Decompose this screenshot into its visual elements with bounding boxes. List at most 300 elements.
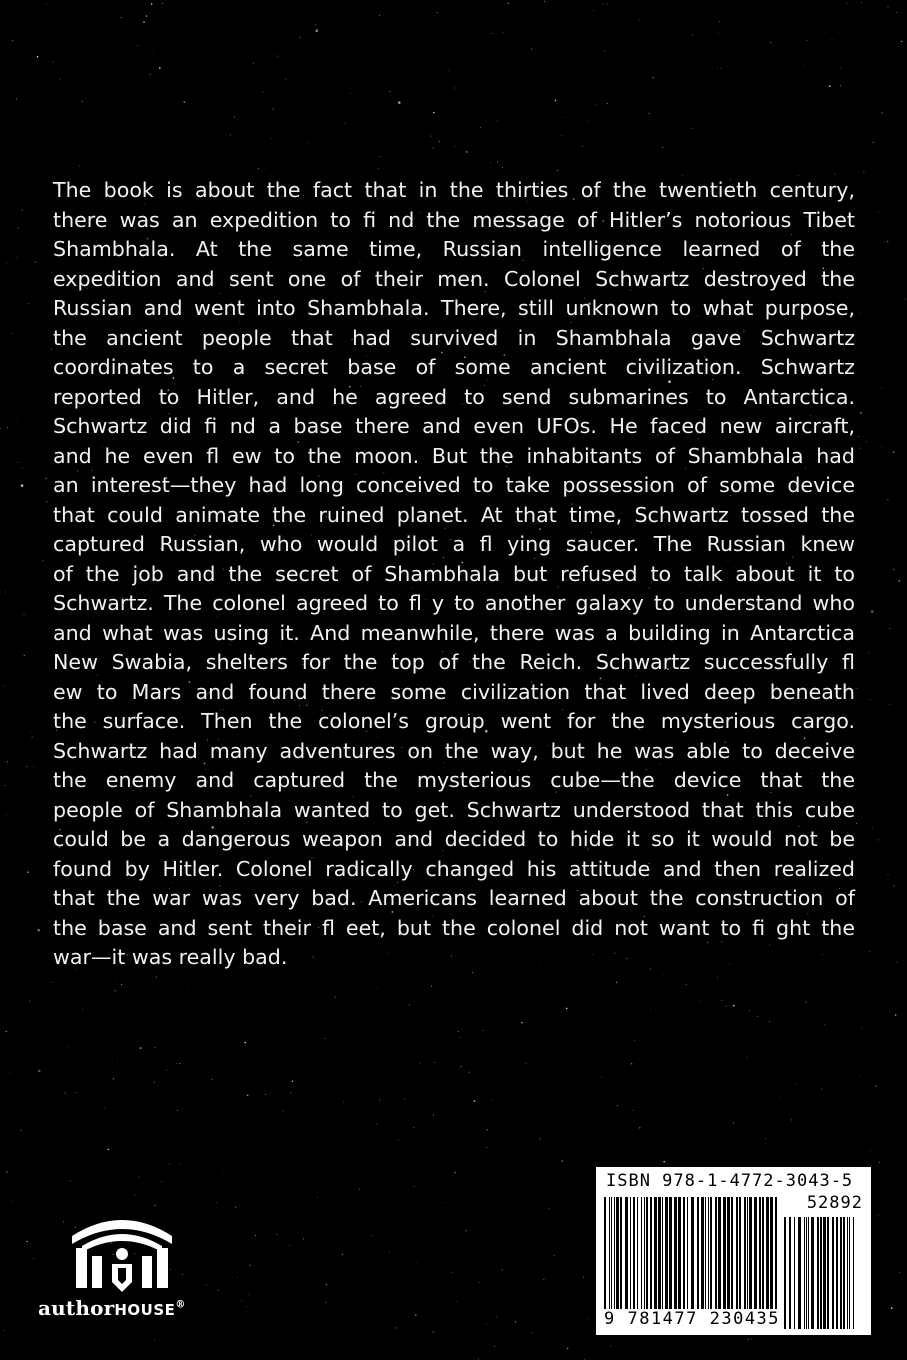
star [632,1110,633,1111]
publisher-name-part2: HOUSE [114,1301,176,1319]
star [901,41,903,43]
star [873,142,874,143]
star [751,1338,752,1339]
star [67,1046,68,1047]
star [891,1307,893,1309]
star [492,33,493,34]
star [24,655,26,657]
barcode-bar [662,1197,663,1315]
barcode-bar [754,1197,757,1315]
barcode-bar [604,1197,606,1315]
star [720,68,721,69]
star [861,1028,862,1029]
barcode-bar [658,1197,661,1315]
blurb-line: reported to Hitler, and he agreed to send submarines to Antarctica. [53,384,855,409]
barcode-bar [759,1197,761,1315]
star [881,112,883,114]
star [451,1272,452,1273]
star [156,976,157,977]
blurb-line: there was an expedition to fi nd the message of Hitler’s notorious Tibet [53,207,855,232]
star [4,685,5,686]
star [413,1186,414,1187]
star [806,40,807,41]
star [113,1078,115,1080]
barcode-bar [633,1197,635,1315]
blurb-line: coordinates to a secret base of some ancient civilization. Schwartz [53,355,855,379]
blurb-line: Schwartz had many adventures on the way, but he was able to deceive [53,738,855,763]
star [650,1010,651,1011]
star [486,1147,487,1148]
star [7,761,8,762]
blurb-line: found by Hitler. Colonel radically changed his attitude and then realized [53,856,855,881]
star [700,1001,701,1002]
star [115,990,117,992]
star [448,70,449,71]
barcode-bar [731,1197,733,1315]
star [698,989,699,990]
blurb-line: that could animate the ruined planet. At that time, Schwartz tossed the [53,502,855,527]
star [379,1100,380,1101]
star [38,1070,41,1073]
star [292,1080,294,1082]
star [587,1318,588,1319]
star [271,138,272,139]
star [417,1262,418,1263]
star [6,1031,8,1033]
star [662,974,663,975]
star [875,1085,877,1087]
star [108,1149,110,1151]
star [121,17,122,18]
star [805,1001,806,1002]
star [458,1031,459,1032]
blurb-line: the surface. Then the colonel’s group went for the mysterious cargo. [53,709,855,733]
star [718,33,719,34]
barcode-bar [804,1217,805,1329]
barcode-bar [806,1217,807,1329]
star [460,1066,461,1067]
blurb-line: an interest—they had long conceived to take possession of some device [53,473,855,497]
star [248,1294,249,1295]
barcode-bar [669,1197,672,1315]
star [180,1163,181,1164]
star [601,1077,602,1078]
star [872,828,873,829]
star [51,349,52,350]
star [860,448,861,449]
star [37,56,39,58]
star [610,1346,611,1347]
star [46,478,47,479]
star [896,12,897,13]
star [866,441,867,442]
star [822,1089,823,1090]
star [22,210,23,211]
star [237,1277,238,1278]
barcode-bar [853,1217,854,1329]
star [17,421,18,422]
star [79,166,80,167]
star [65,1093,66,1094]
barcode-bar [727,1197,730,1315]
star [315,24,316,25]
barcode-bar [718,1197,721,1315]
star [603,4,604,5]
barcode-bar [770,1197,773,1315]
star [604,51,605,52]
back-cover-blurb [53,176,855,973]
star [265,1094,266,1095]
star [46,501,47,502]
star [6,814,7,815]
barcode-bar [683,1197,685,1315]
star [433,1115,434,1116]
star [459,1037,460,1038]
barcode-supplement-bars [784,1217,862,1329]
star [308,142,309,143]
barcode-bar [843,1217,845,1329]
star [33,766,34,767]
star [342,1254,343,1255]
blurb-line: captured Russian, who would pilot a fl ying saucer. The Russian knew [53,532,855,556]
barcode-bar [611,1197,612,1315]
star [282,44,283,45]
star [299,37,300,38]
star [179,1063,180,1064]
blurb-line: that the war was very bad. Americans learned about the construction of [53,886,855,910]
star [166,1070,167,1071]
star [12,333,13,334]
star [497,121,498,122]
star [162,3,163,4]
star [431,136,432,137]
star [888,874,889,875]
star [154,1082,155,1083]
star [81,101,83,103]
star [371,1235,372,1236]
barcode-bar [817,1217,819,1329]
star [26,1241,28,1243]
star [483,1030,484,1031]
star [881,388,882,389]
star [492,1100,493,1101]
star [561,1160,563,1162]
blurb-line: Schwartz. The colonel agreed to fl y to another galaxy to understand who [53,591,855,615]
star [847,3,848,4]
barcode-bar [766,1197,769,1315]
blurb-line: The book is about the fact that in the thirties of the twentieth century, [53,178,855,202]
star [860,313,861,314]
star [4,785,5,786]
star [18,227,19,228]
star [544,1,545,2]
star [431,986,432,987]
star [832,39,833,40]
star [16,99,17,100]
star [607,103,608,104]
star [234,117,235,118]
star [639,1127,641,1129]
barcode-bar [840,1217,842,1329]
star [379,15,380,16]
barcode-bar [820,1217,822,1329]
star [616,982,618,984]
star [899,580,901,582]
star [649,113,650,114]
star [686,984,687,985]
star [176,1063,177,1064]
star [474,1100,476,1102]
blurb-line: and what was using it. And meanwhile, there was a building in Antarctica [53,620,855,645]
star [273,109,274,110]
barcode-bar [715,1197,717,1315]
star [75,1092,76,1093]
star [639,19,640,20]
star [244,1042,246,1044]
star [155,1047,156,1048]
star [733,1005,735,1007]
barcode-bar [794,1217,795,1329]
barcode-bar [654,1197,657,1315]
star [887,241,889,243]
star [396,1327,398,1329]
star [290,1093,291,1094]
star [779,1097,780,1098]
star [434,1062,435,1063]
star [478,1358,479,1359]
star [17,462,18,463]
star [350,93,351,94]
star [420,1062,421,1063]
star [835,173,836,174]
star [10,1072,11,1073]
star [588,122,589,123]
barcode-bar [723,1197,726,1315]
star [841,68,842,69]
star [247,1095,249,1097]
barcode-bar [811,1217,814,1329]
star [721,1000,722,1001]
star [433,112,435,114]
star [246,1306,247,1307]
barcode-bar [678,1197,681,1315]
star [21,1130,22,1131]
star [863,172,864,173]
star [539,1138,540,1139]
star [445,1202,446,1203]
star [413,1145,414,1146]
barcode-bar [687,1197,688,1315]
star [326,1302,327,1303]
star [871,610,874,613]
star [858,436,859,437]
blurb-line: people of Shambhala wanted to get. Schwartz understood that this cube [53,797,855,822]
star [888,7,889,8]
barcode-bar [775,1197,777,1315]
barcode-bar [749,1197,752,1315]
blurb-line: expedition and sent one of their men. Colonel Schwartz destroyed the [53,266,855,291]
star [465,1230,467,1232]
star [531,1332,532,1333]
star [0,662,1,663]
star [515,1321,517,1323]
star [583,1277,584,1278]
star [408,1174,409,1175]
publisher-logo [38,1210,228,1330]
star [224,1026,225,1027]
star [887,499,888,500]
star [496,1316,497,1317]
authorhouse-logo-icon [68,1210,176,1294]
blurb-line: and he even fl ew to the moon. But the inhabitants of Shambhala had [53,443,855,468]
barcode-bar [616,1197,619,1315]
barcode-bar [836,1217,838,1329]
star [596,104,597,105]
star [494,1346,495,1347]
star [377,988,378,989]
barcode-bar [644,1197,645,1315]
isbn-barcode [596,1167,871,1335]
star [326,1284,328,1286]
blurb-line: Shambhala. At the same time, Russian intelligence learned of the [53,237,855,261]
blurb-line: the ancient people that had survived in Shambhala gave Schwartz [53,325,855,350]
star [869,951,870,952]
barcode-bar [609,1197,610,1315]
star [169,1163,170,1164]
blurb-line: New Swabia, shelters for the top of the Reich. Schwartz successfully fl [53,650,855,674]
star [893,886,894,887]
star [566,117,567,118]
star [187,987,188,988]
star [479,1282,480,1283]
star [398,1140,399,1141]
star [486,1323,487,1324]
star [749,1010,750,1011]
star [726,1006,727,1007]
star [859,1075,860,1076]
blurb-line: war—it was really bad. [53,945,288,969]
star [899,1272,900,1273]
star [502,167,503,168]
star [303,1239,304,1240]
star [557,170,558,171]
star [719,21,720,22]
blurb-line: Russian and went into Shambhala. There, still unknown to what purpose, [53,296,855,320]
star [409,1004,410,1005]
star [824,1024,825,1025]
star [868,652,869,653]
barcode-bar [784,1217,786,1329]
barcode-bar [789,1217,791,1329]
barcode-bar [620,1197,622,1315]
star [840,85,841,86]
star [316,29,319,32]
star [28,303,30,305]
star [121,984,122,985]
star [344,123,345,124]
star [29,1001,30,1002]
star [3,1330,4,1331]
star [150,74,151,75]
barcode-main-bars [604,1197,780,1315]
star [717,68,718,69]
star [606,3,607,4]
star [241,1300,242,1301]
isbn-label: ISBN 978-1-4772-3043-5 [606,1171,854,1191]
star [769,1021,770,1022]
star [634,1040,635,1041]
star [253,63,254,64]
star [267,1358,268,1359]
star [82,1010,83,1011]
barcode-bar [708,1197,709,1315]
star [878,212,879,213]
star [43,560,44,561]
star [692,34,693,35]
star [390,91,391,92]
star [593,10,594,11]
star [317,1197,318,1198]
star [45,3,46,4]
star [376,1123,377,1124]
barcode-bar [762,1197,764,1315]
barcode-bar [739,1197,741,1315]
star [177,1110,178,1111]
star [184,101,186,103]
blurb-line: could be a dangerous weapon and decided to hide it so it would not be [53,827,855,851]
star [747,1057,748,1058]
star [262,92,263,93]
star [343,1102,344,1103]
barcode-bar [849,1217,850,1329]
star [277,1234,278,1235]
star [277,56,278,57]
star [12,1201,13,1202]
star [10,462,11,463]
registered-mark: ® [175,1299,186,1311]
star [454,146,455,147]
blurb-line: of the job and the secret of Shambhala but refused to talk about it to [53,561,855,586]
star [439,141,440,142]
barcode-bar [630,1197,631,1315]
star [415,1314,417,1316]
barcode-digits: 9 781477 230435 [604,1309,783,1329]
star [508,2,510,4]
star [878,839,879,840]
barcode-bar [701,1197,704,1315]
star [717,977,718,978]
star [134,1194,135,1195]
star [525,1063,526,1064]
star [466,151,468,153]
star [879,1162,880,1163]
star [359,1189,360,1190]
star [437,12,438,13]
star [140,1047,142,1049]
star [389,1252,390,1253]
star [161,1181,162,1182]
star [480,127,481,128]
star [631,1063,633,1065]
price-code: 52892 [806,1193,863,1213]
barcode-bar [697,1197,699,1315]
star [26,766,27,767]
star [562,135,563,136]
star [521,1022,523,1024]
star [7,427,8,428]
barcode-bar [641,1197,642,1315]
star [896,962,897,963]
